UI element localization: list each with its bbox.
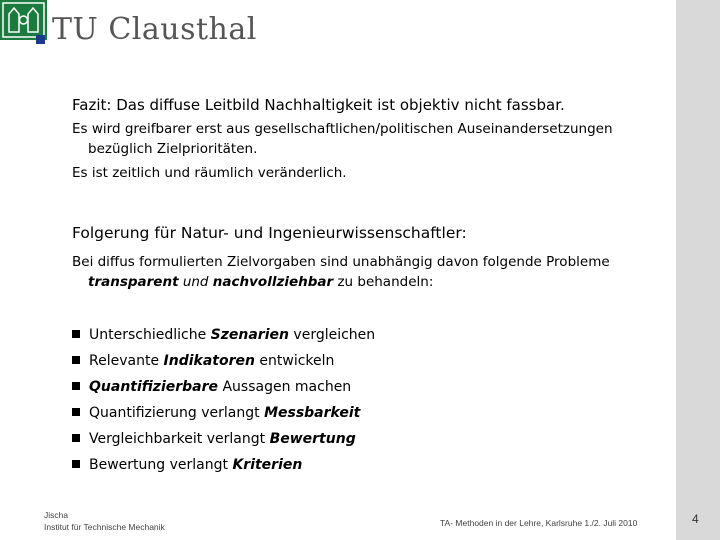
bullet-text: Bewertung verlangt: [89, 457, 233, 473]
list-item: [72, 348, 375, 374]
fazit-line-3: Es ist zeitlich und räumlich veränderlich.: [72, 165, 347, 181]
folgerung-emphasis-1: transparent: [88, 274, 179, 290]
bullet-icon: [72, 408, 80, 416]
page-number: 4: [692, 512, 699, 526]
bullet-text-after: Aussagen machen: [218, 379, 352, 395]
bullet-emphasis: Quantifizierbare: [89, 379, 219, 395]
fazit-block: [72, 95, 672, 183]
bullet-emphasis: Messbarkeit: [264, 405, 361, 421]
footer-event: TA- Methoden in der Lehre, Karlsruhe 1./2. Juli 2010: [440, 518, 638, 528]
bullet-text: Unterschiedliche: [89, 327, 211, 343]
list-item: [72, 322, 375, 348]
bullet-text: Vergleichbarkeit verlangt: [89, 431, 270, 447]
bullet-emphasis: Kriterien: [232, 457, 303, 473]
footer-author-block: [44, 509, 165, 533]
fazit-line: [72, 95, 672, 115]
logo-wordmark: TU Clausthal: [52, 12, 257, 47]
footer-institute: Institut für Technische Mechanik: [44, 522, 165, 532]
folgerung-emphasis-2: nachvollziehbar: [212, 274, 334, 290]
list-item: [72, 400, 375, 426]
bullet-text-after: entwickeln: [254, 353, 335, 369]
bullet-icon: [72, 434, 80, 442]
bullet-text-after: vergleichen: [288, 327, 376, 343]
fazit-keyword: Nachhaltigkeit: [264, 96, 373, 114]
folgerung-text-after: zu behandeln:: [333, 274, 434, 290]
bullet-emphasis: Bewertung: [269, 431, 356, 447]
list-item: [72, 426, 375, 452]
fazit-text-before: : Das diffuse Leitbild: [106, 96, 265, 114]
logo-accent-square: [36, 35, 45, 44]
bullet-text: Relevante: [89, 353, 164, 369]
list-item: [72, 374, 375, 400]
folgerung-text-before: Bei diffus formulierten Zielvorgaben sind unabhängig davon folgende Probleme: [72, 254, 610, 270]
folgerung-paragraph: [72, 252, 688, 292]
fazit-label: Fazit: [72, 96, 107, 114]
footer-author: Jischa: [44, 510, 69, 520]
bullet-text: Quantifizierung verlangt: [89, 405, 265, 421]
bullet-emphasis: Indikatoren: [163, 353, 255, 369]
bullet-icon: [72, 460, 80, 468]
bullet-list: [72, 322, 375, 478]
bullet-emphasis: Szenarien: [210, 327, 289, 343]
university-logo-icon: [0, 0, 47, 40]
fazit-text-after: ist objektiv nicht fassbar.: [372, 96, 565, 114]
list-item: [72, 452, 375, 478]
folgerung-mid: und: [178, 274, 213, 290]
bullet-icon: [72, 382, 80, 390]
folgerung-heading: Folgerung für Natur- und Ingenieurwissenschaftler:: [72, 224, 467, 242]
fazit-line-2: Es wird greifbarer erst aus gesellschaftlichen/politischen Auseinandersetzungen bezüglich Zielprioritäten.: [72, 121, 613, 157]
bullet-icon: [72, 330, 80, 338]
bullet-icon: [72, 356, 80, 364]
